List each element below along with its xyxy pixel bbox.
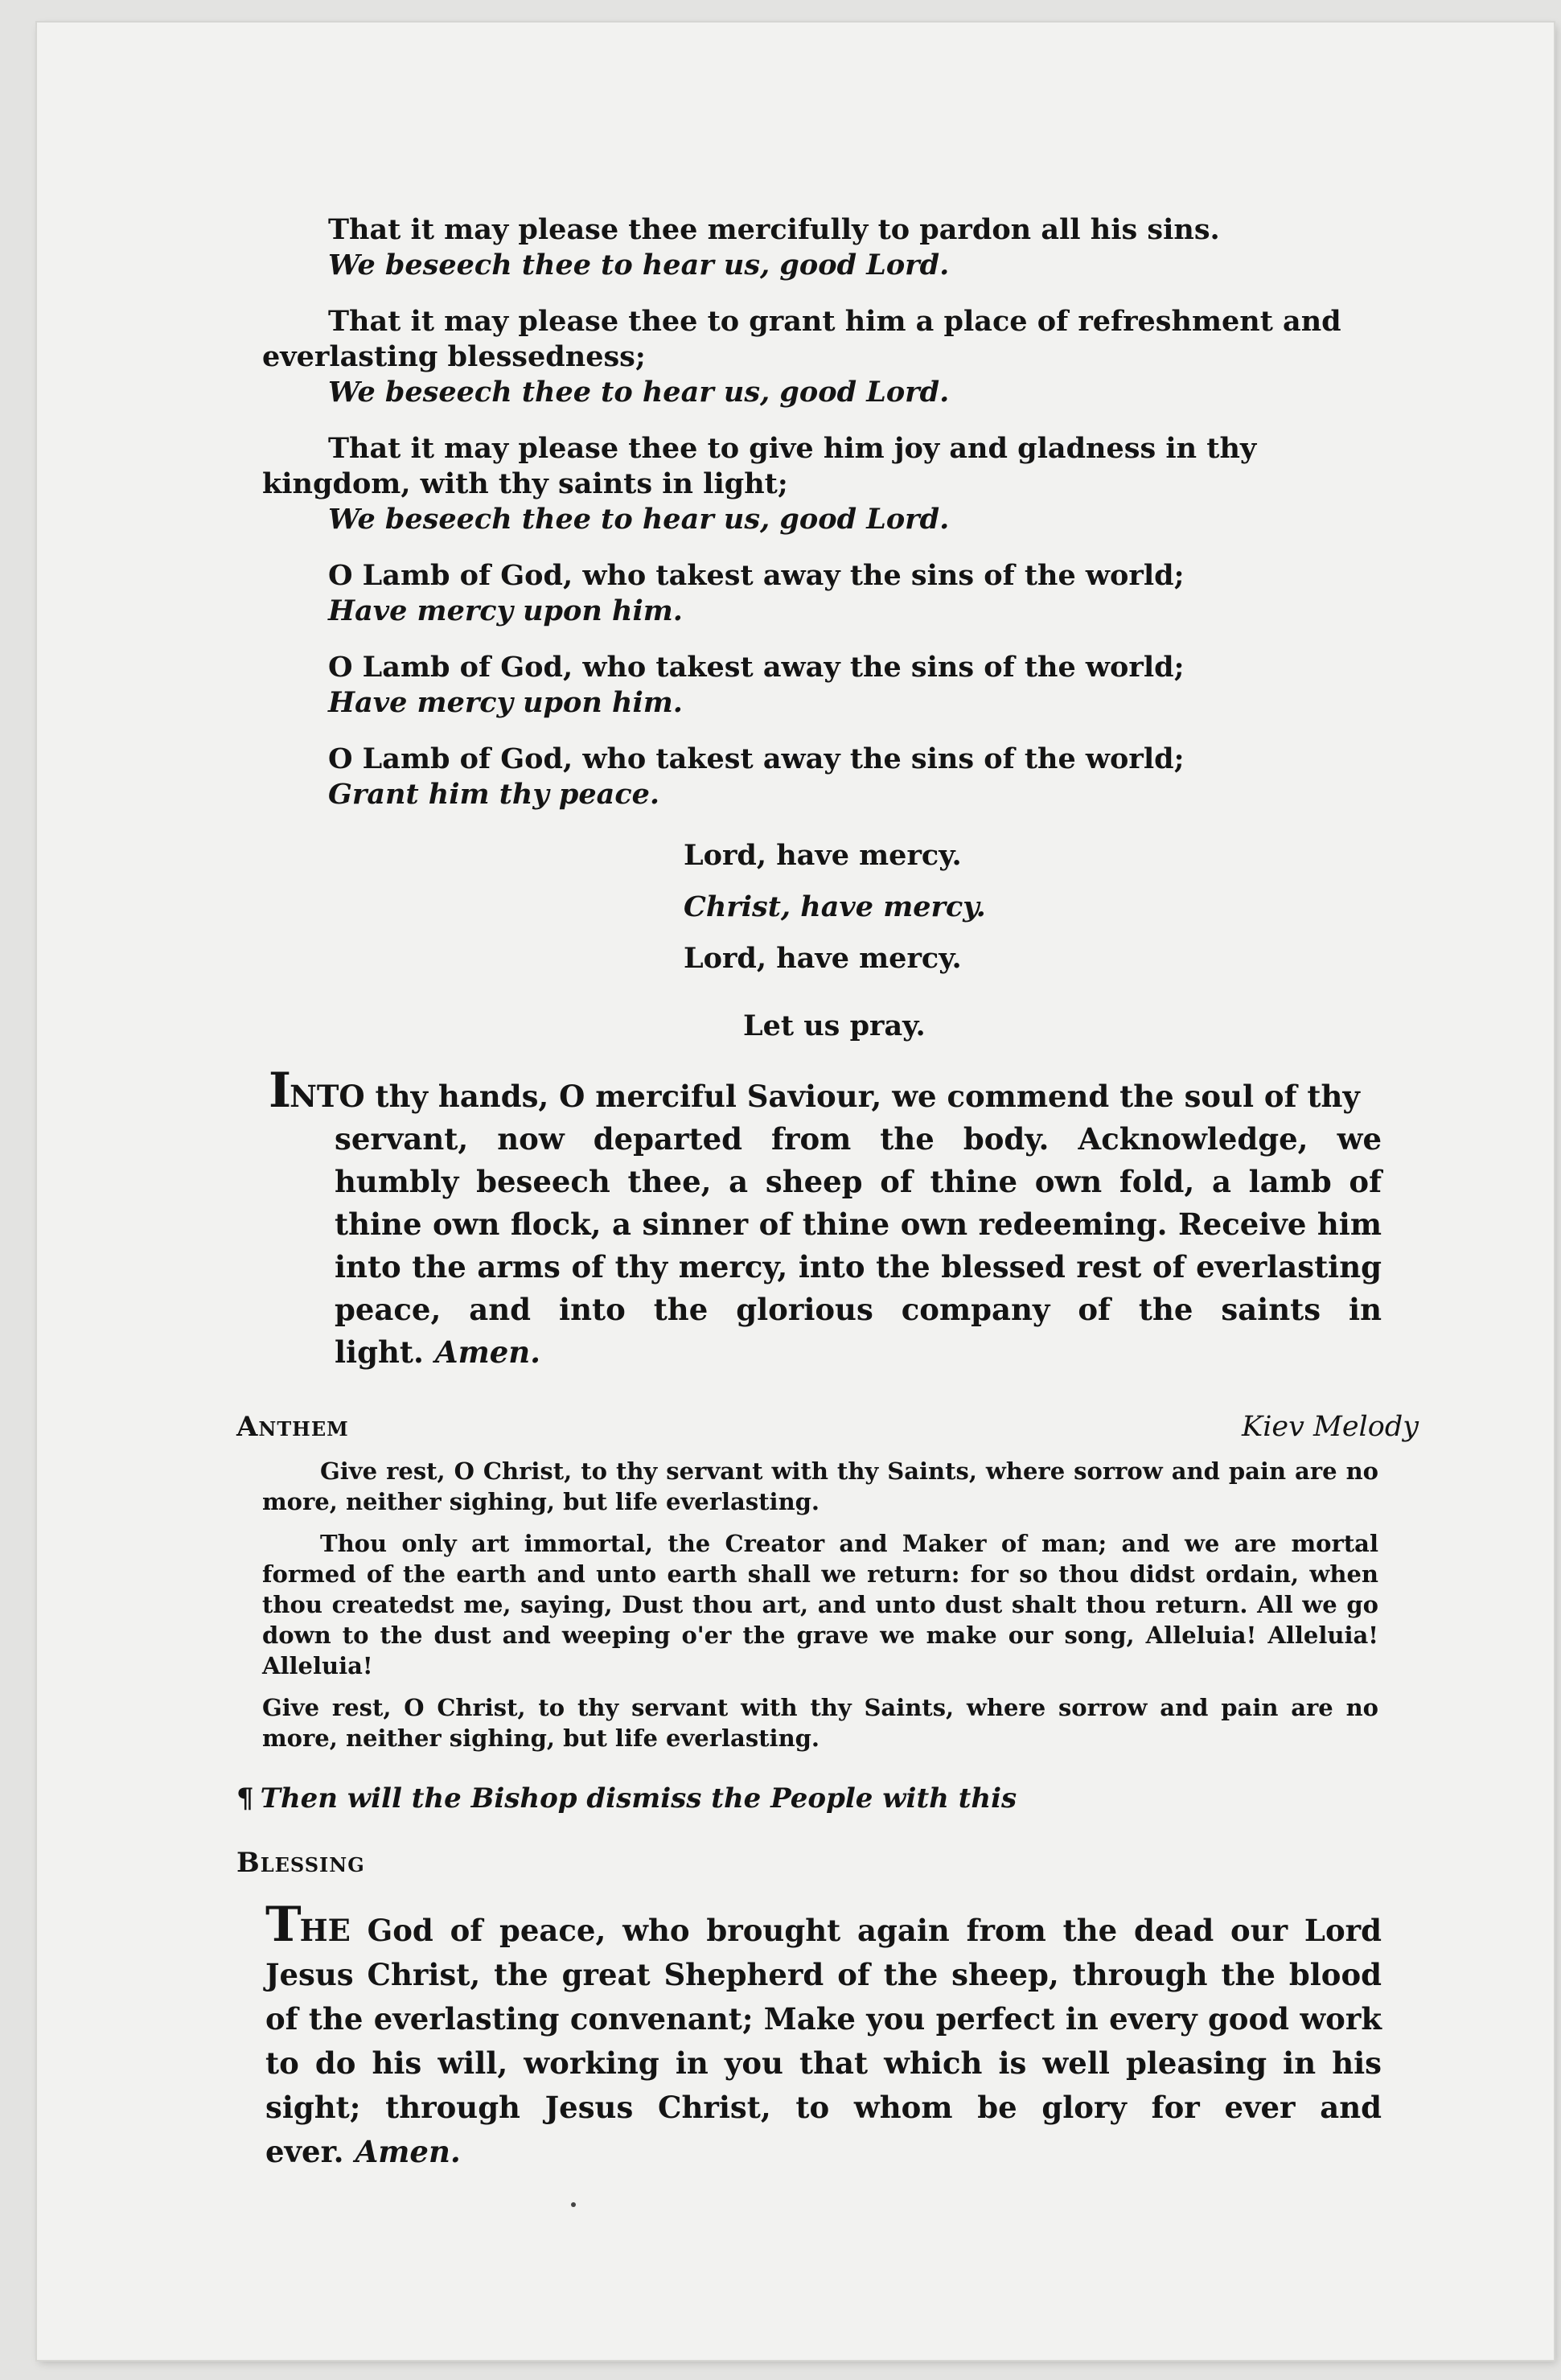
anthem-heading: [236, 1404, 1419, 1445]
commendation-prayer: [262, 1063, 1382, 1374]
blessing-amen: Amen.: [355, 2134, 461, 2169]
kyrie-line: Lord, have mercy.: [684, 942, 962, 975]
prayer-first-word-rest: NTO: [290, 1079, 365, 1114]
litany-petition: That it may please thee mercifully to pardon all his sins.: [328, 213, 1220, 246]
rubric: [236, 1781, 1382, 1816]
prayer-amen: Amen.: [434, 1334, 541, 1370]
drop-cap: T: [265, 1897, 300, 1953]
blessing-body: God of peace, who brought again from the dead our Lord Jesus Christ, the great Shepherd of the sheep, through the blood of the everlasting convenant; Make you perfect in every good work to do his will, working in you that which is well pleasing in his sight; through Jesus Christ, to whom be glory for ever and ever.: [265, 1913, 1382, 2169]
kyrie-line: Christ, have mercy.: [684, 890, 986, 923]
agnus-line: O Lamb of God, who takest away the sins of the world;: [328, 651, 1185, 684]
anthem-paragraph: Thou only art immortal, the Creator and Maker of man; and we are mortal formed of the earth and unto earth shall we return: for so thou didst ordain, when thou createdst me, saying, Dust thou art, and unto dust shalt thou return. All we go down to the dust and weeping o'er the grave we make our song, Alleluia! Alleluia! Alleluia!: [262, 1530, 1378, 1679]
agnus-response: Have mercy upon him.: [328, 594, 683, 627]
agnus-line: O Lamb of God, who takest away the sins of the world;: [328, 559, 1185, 592]
prayer-line-1: thy hands, O merciful Saviour, we commend the soul of thy: [364, 1079, 1360, 1114]
anthem-text: [262, 1456, 1382, 1753]
blessing-title: Blessing: [236, 1847, 365, 1879]
kyrie-line: Lord, have mercy.: [684, 839, 962, 872]
pilcrow-icon: ¶: [236, 1782, 254, 1815]
anthem-title: Anthem: [236, 1411, 349, 1443]
prayer-text: servant, now departed from the body. Acknowledge, we humbly beseech thee, a sheep of thine own fold, a lamb of thine own flock, a sinner of thine own redeeming. Receive him into the arms of thy mercy, into the blessed rest of everlasting peace, and into the glorious company of the saints in light.: [335, 1121, 1382, 1370]
litany-section: [262, 212, 1382, 537]
litany-petition: That it may please thee to grant him a place of refreshment and everlasting blessedness;: [262, 305, 1341, 373]
page-sheet: [37, 23, 1554, 2360]
litany-response: We beseech thee to hear us, good Lord.: [328, 503, 950, 536]
anthem-melody: Kiev Melody: [1242, 1411, 1419, 1443]
anthem-paragraph: Give rest, O Christ, to thy servant with thy Saints, where sorrow and pain are no more, neither sighing, but life everlasting.: [262, 1694, 1378, 1752]
blessing-first-word-rest: HE: [299, 1913, 351, 1948]
anthem-paragraph: Give rest, O Christ, to thy servant with thy Saints, where sorrow and pain are no more, neither sighing, but life everlasting.: [262, 1457, 1378, 1515]
agnus-response: Grant him thy peace.: [328, 778, 660, 811]
litany-response: We beseech thee to hear us, good Lord.: [328, 376, 950, 409]
let-us-pray: Let us pray.: [743, 1009, 926, 1042]
litany-response: We beseech thee to hear us, good Lord.: [328, 249, 950, 282]
page-content: [236, 212, 1419, 2174]
drop-cap: I: [269, 1063, 290, 1119]
kyrie-section: [262, 838, 1382, 976]
page-mark: [571, 2202, 576, 2207]
agnus-response: Have mercy upon him.: [328, 686, 683, 719]
litany-petition: That it may please thee to give him joy and gladness in thy kingdom, with thy saints in light;: [262, 432, 1257, 500]
prayer-continued: [269, 1118, 1382, 1374]
blessing-text: [262, 1897, 1382, 2174]
agnus-line: O Lamb of God, who takest away the sins of the world;: [328, 742, 1185, 775]
agnus-dei-section: [262, 558, 1382, 812]
rubric-text: Then will the Bishop dismiss the People with this: [260, 1782, 1017, 1815]
